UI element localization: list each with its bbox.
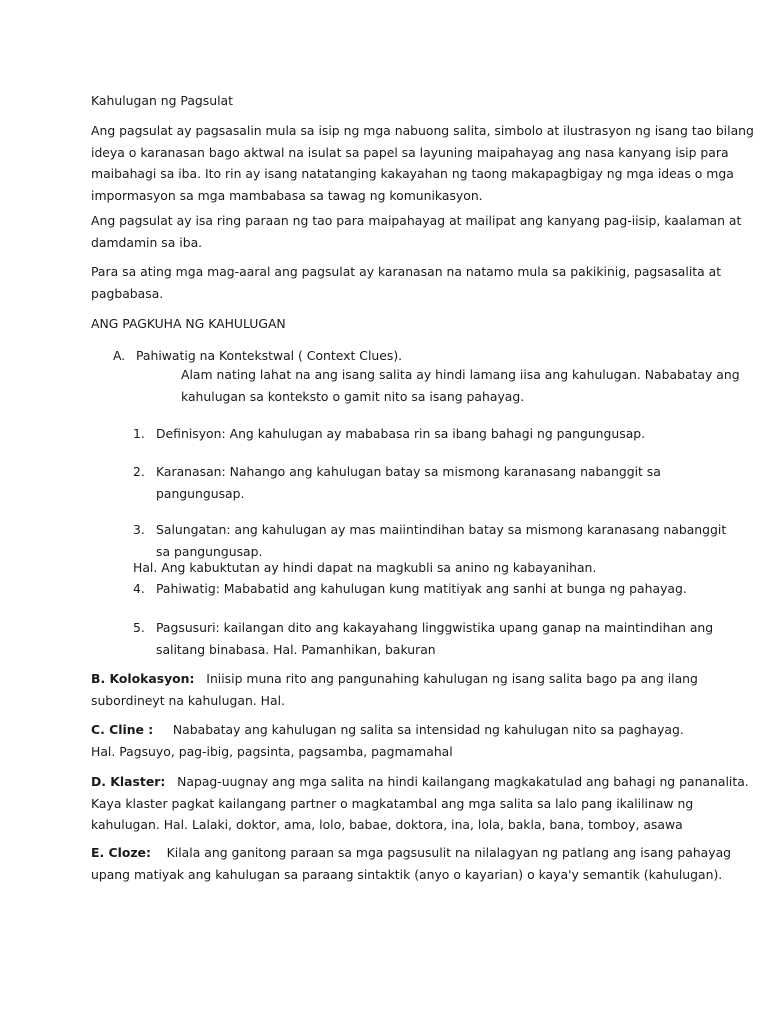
- section-c-label: C. Cline :: [91, 722, 154, 737]
- section-heading: ANG PAGKUHA NG KAHULUGAN: [91, 316, 286, 331]
- section-c-text: Nababatay ang kahulugan ng salita sa intensidad ng kahulugan nito sa paghayag.: [153, 722, 684, 737]
- list-text: Karanasan: Nahango ang kahulugan batay sa mismong karanasang nabanggit sa: [156, 464, 661, 479]
- section-e: [91, 842, 732, 885]
- section-a-intro: [181, 364, 740, 407]
- section-e-text-continued: upang matiyak ang kahulugan sa paraang sintaktik (anyo o kayarian) o kaya'y semantik (kahulugan).: [91, 866, 723, 882]
- section-d-text: Napag-uugnay ang mga salita na hindi kailangang magkakatulad ang bahagi ng pananalita.: [165, 774, 749, 789]
- section-e-label: E. Cloze:: [91, 845, 151, 860]
- paragraph-3: [91, 261, 722, 304]
- list-number: 1.: [133, 426, 145, 441]
- paragraph-line: ideya o karanasan bago aktwal na isulat sa papel sa layuning maipahayag ang nasa kanyang isip para: [91, 144, 729, 160]
- list-text-continued: pangungusap.: [156, 485, 245, 501]
- list-text: Pagsusuri: kailangan dito ang kakayahang linggwistika upang ganap na maintindihan ang: [156, 620, 714, 635]
- list-number: 5.: [133, 620, 145, 635]
- section-d: [91, 771, 749, 836]
- section-c: [91, 719, 691, 762]
- section-c-example: Hal. Pagsuyo, pag-ibig, pagsinta, pagsamba, pagmamahal: [91, 743, 453, 759]
- list-item-5: [133, 617, 733, 660]
- list-text-continued: sa pangungusap.: [156, 543, 263, 559]
- list-number: 4.: [133, 581, 145, 596]
- intro-line: Alam nating lahat na ang isang salita ay hindi lamang iisa ang kahulugan. Nababatay ang: [181, 367, 740, 382]
- paragraph-line: Ang pagsulat ay isa ring paraan ng tao para maipahayag at mailipat ang kanyang pag-iisip, kaalaman at: [91, 213, 742, 228]
- list-item-2: [133, 461, 733, 504]
- section-d-text-continued: kahulugan. Hal. Lalaki, doktor, ama, lolo, babae, doktora, ina, lola, bakla, bana, tomboy, asawa: [91, 817, 683, 832]
- document-title: Kahulugan ng Pagsulat: [91, 93, 233, 108]
- section-d-label: D. Klaster:: [91, 774, 166, 789]
- list-item-1: [133, 423, 733, 445]
- paragraph-line: pagbabasa.: [91, 285, 164, 301]
- paragraph-line: maibahagi sa iba. Ito rin ay isang natatanging kakayahan ng taong makapagbigay ng mga ideas o mga: [91, 166, 734, 181]
- section-d-text-continued: Kaya klaster pagkat kailangang partner o magkatambal ang mga salita sa lalo pang ikalilinaw ng: [91, 795, 694, 811]
- section-b-text: Iniisip muna rito ang pangunahing kahulugan ng isang salita bago pa ang ilang: [194, 671, 698, 686]
- section-b-text-continued: subordineyt na kahulugan. Hal.: [91, 692, 285, 708]
- list-text: Salungatan: ang kahulugan ay mas maiintindihan batay sa mismong karanasang nabanggit: [156, 522, 727, 537]
- section-a-label: A.: [113, 348, 126, 363]
- list-item-4: [133, 578, 733, 600]
- hal-example-line: Hal. Ang kabuktutan ay hindi dapat na magkubli sa anino ng kabayanihan.: [133, 560, 597, 575]
- paragraph-1: [91, 120, 754, 206]
- section-e-text: Kilala ang ganitong paraan sa mga pagsusulit na nilalagyan ng patlang ang isang pahayag: [150, 845, 732, 860]
- paragraph-line: impormasyon sa mga mambabasa sa tawag ng komunikasyon.: [91, 187, 483, 203]
- section-b-label: B. Kolokasyon:: [91, 671, 195, 686]
- list-text: Definisyon: Ang kahulugan ay mababasa rin sa ibang bahagi ng pangungusap.: [156, 426, 646, 441]
- paragraph-line: damdamin sa iba.: [91, 234, 203, 250]
- intro-line: kahulugan sa konteksto o gamit nito sa isang pahayag.: [181, 388, 525, 404]
- paragraph-line: Ang pagsulat ay pagsasalin mula sa isip ng mga nabuong salita, simbolo at ilustrasyon ng isang tao bilang: [91, 123, 754, 138]
- section-a-title: Pahiwatig na Kontekstwal ( Context Clues).: [136, 348, 403, 363]
- list-item-3: [133, 519, 733, 562]
- list-text: Pahiwatig: Mababatid ang kahulugan kung matitiyak ang sanhi at bunga ng pahayag.: [156, 581, 687, 596]
- section-b: [91, 668, 698, 711]
- paragraph-line: Para sa ating mga mag-aaral ang pagsulat ay karanasan na natamo mula sa pakikinig, pagsasalita at: [91, 264, 722, 279]
- list-number: 2.: [133, 464, 145, 479]
- paragraph-2: [91, 210, 742, 253]
- list-text-continued: salitang binabasa. Hal. Pamanhikan, bakuran: [156, 641, 436, 657]
- list-number: 3.: [133, 522, 145, 537]
